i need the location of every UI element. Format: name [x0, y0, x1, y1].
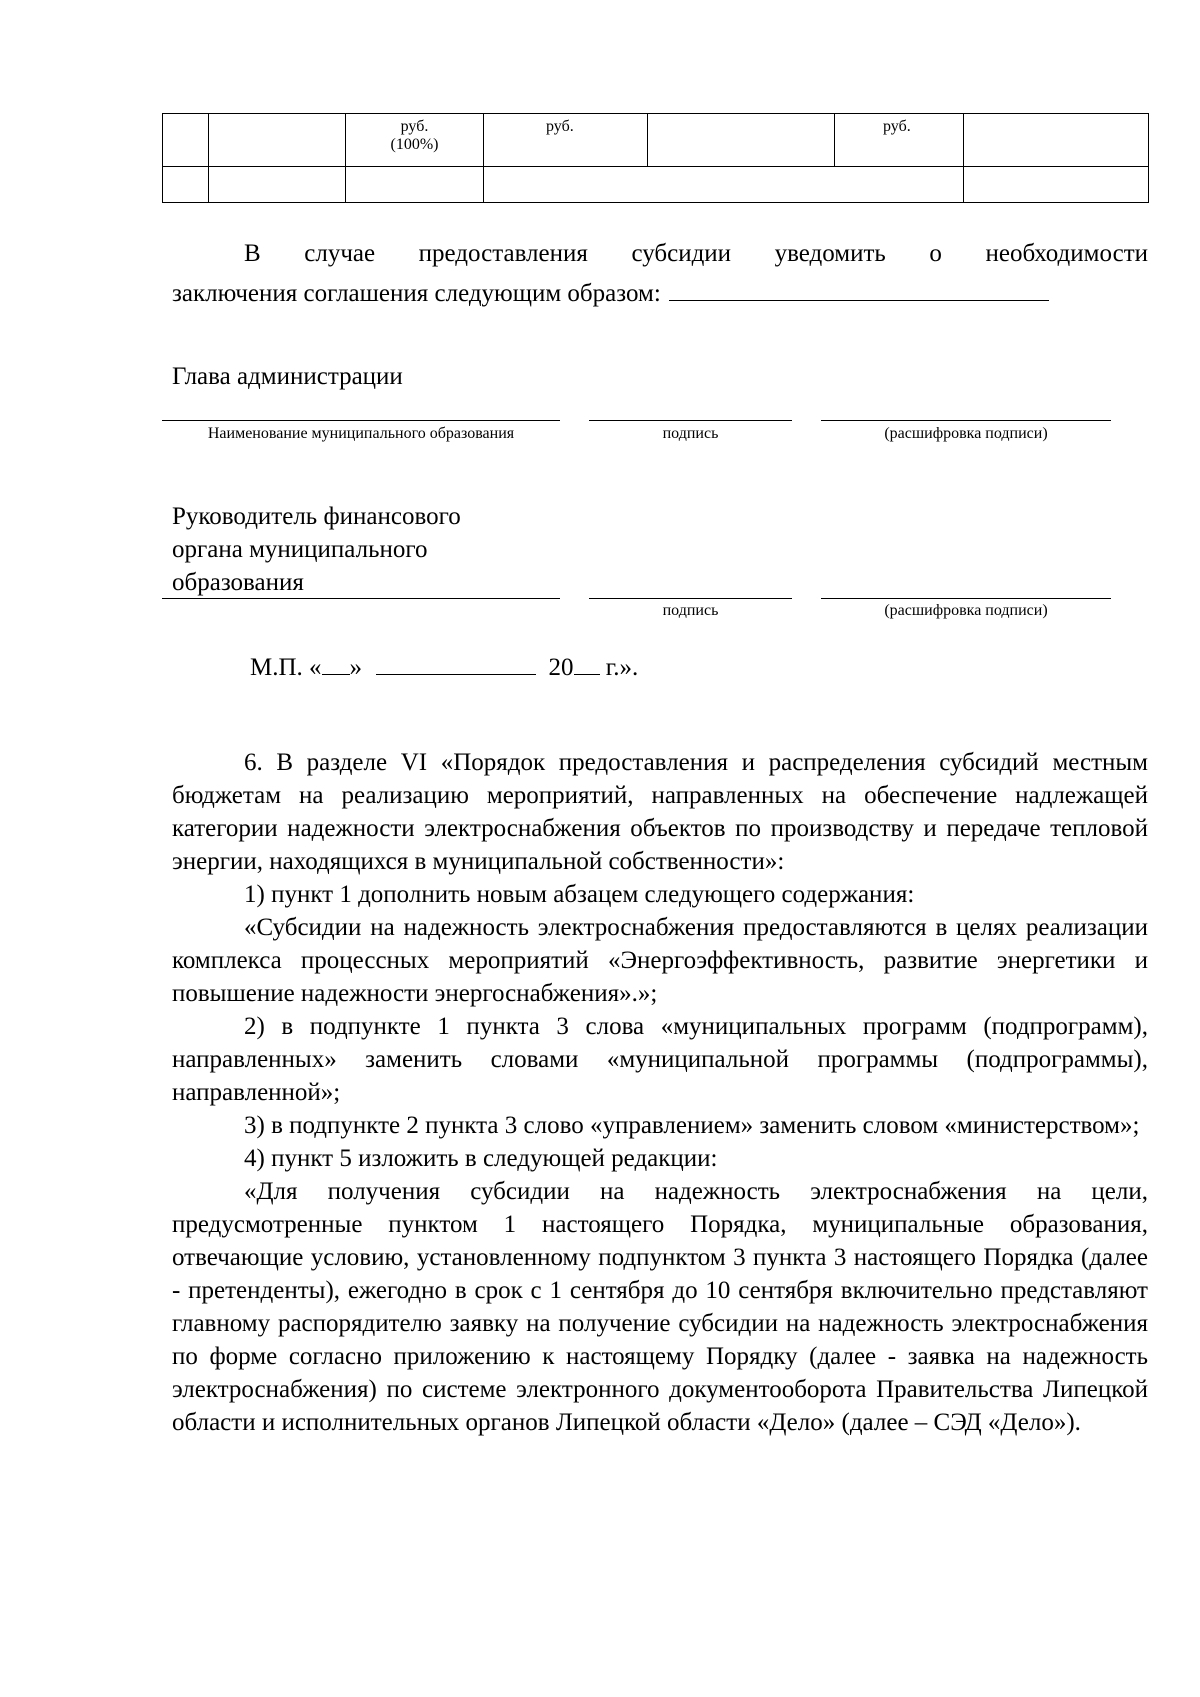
paragraph: 1) пункт 1 дополнить новым абзацем следующего содержания: — [244, 881, 915, 908]
caption-org-name: Наименование муниципального образования — [207, 425, 515, 442]
year-blank[interactable] — [574, 650, 600, 675]
finance-head-title — [172, 500, 461, 599]
cell-text: руб. — [546, 118, 574, 135]
stamp-label: М.П. « — [250, 654, 322, 681]
signature-line-decode — [821, 598, 1111, 599]
month-blank[interactable] — [376, 650, 536, 675]
table-cell — [209, 167, 346, 203]
notice-line-2 — [172, 276, 1148, 310]
table-cell — [964, 114, 1149, 167]
signature-line-org — [162, 420, 560, 421]
paragraph: 4) пункт 5 изложить в следующей редакции: — [244, 1145, 718, 1172]
notice-text: заключения соглашения следующим образом: — [172, 280, 661, 307]
year-prefix: 20 — [548, 654, 574, 681]
table-cell-rub — [835, 114, 964, 167]
caption-signature-decode: (расшифровка подписи) — [884, 425, 1048, 442]
signature-line-sign — [589, 598, 792, 599]
cell-text: руб. — [400, 118, 429, 135]
paragraph: 2) в подпункте 1 пункта 3 слова «муниципальных программ (подпрограмм), направленных» заменить словами «муниципальной программы (подпрограммы), направленной»; — [172, 1013, 1148, 1106]
cell-text: (100%) — [390, 136, 439, 153]
table-cell — [163, 167, 209, 203]
signature-line-org — [162, 598, 560, 599]
table-cell — [648, 114, 835, 167]
title-line: образования — [172, 569, 304, 596]
table-cell — [163, 114, 209, 167]
table-row — [163, 167, 1149, 203]
stamp-date-line — [250, 650, 638, 684]
caption-signature: подпись — [662, 602, 719, 619]
caption-signature-decode: (расшифровка подписи) — [884, 602, 1048, 619]
signature-line-decode — [821, 420, 1111, 421]
notice-blank-field[interactable] — [669, 276, 1049, 301]
head-of-administration-title: Глава администрации — [172, 363, 403, 390]
table-cell — [209, 114, 346, 167]
section-6 — [172, 746, 1148, 1439]
table-row — [163, 114, 1149, 167]
paragraph: 3) в подпункте 2 пункта 3 слово «управлением» заменить словом «министерством»; — [244, 1112, 1140, 1139]
table-cell — [484, 167, 964, 203]
table-cell-rub-100 — [346, 114, 484, 167]
caption-signature: подпись — [662, 425, 719, 442]
signature-line-sign — [589, 420, 792, 421]
table-cell — [346, 167, 484, 203]
day-blank[interactable] — [322, 650, 350, 675]
paragraph: «Для получения субсидии на надежность электроснабжения на цели, предусмотренные пунктом 1 настоящего Порядка, муниципальные образования, отвечающие условию, установленному подпунктом 3 пункта 3 настоящего Порядка (далее - претенденты), ежегодно в срок с 1 сентября до 10 сентября включительно представляют главному распорядителю заявку на получение субсидии на надежность электроснабжения по форме согласно приложению к настоящему Порядку (далее - заявка на надежность электроснабжения) по системе электронного документооборота Правительства Липецкой области и исполнительных органов Липецкой области «Дело» (далее – СЭД «Дело»). — [172, 1178, 1148, 1436]
year-suffix: г.». — [599, 654, 639, 681]
paragraph: 6. В разделе VI «Порядок предоставления и распределения субсидий местным бюджетам на реализацию мероприятий, направленных на обеспечение надлежащей категории надежности электроснабжения объектов по производству и передаче тепловой энергии, находящихся в муниципальной собственности»: — [172, 749, 1148, 875]
cell-text: руб. — [883, 118, 911, 135]
quote-close: » — [349, 654, 363, 681]
title-line: Руководитель финансового — [172, 503, 461, 530]
budget-table — [162, 113, 1149, 203]
title-line: органа муниципального — [172, 536, 428, 563]
table-cell — [964, 167, 1149, 203]
paragraph: «Субсидии на надежность электроснабжения предоставляются в целях реализации комплекса процессных мероприятий «Энергоэффективность, развитие энергетики и повышение надежности энергоснабжения».»; — [172, 914, 1148, 1007]
table-cell-rub — [484, 114, 648, 167]
notice-line-1: В случае предоставления субсидии уведомить о необходимости — [244, 240, 1148, 267]
